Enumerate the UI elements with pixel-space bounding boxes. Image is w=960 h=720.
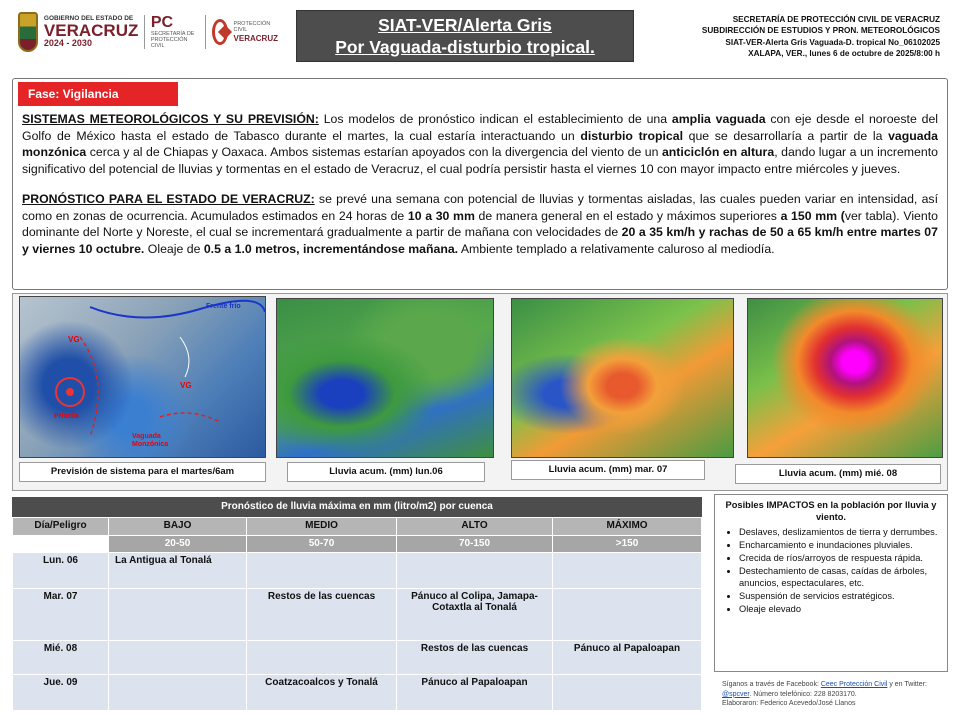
table-cell: [109, 641, 247, 675]
text-bold: 20 a 35 km/h y rachas de 50 a 65 km/h entre martes 07 y viernes 10 octubre.: [22, 225, 938, 256]
table-cell: [109, 589, 247, 641]
map-caption: Previsión de sistema para el martes/6am: [19, 462, 266, 482]
column-header: Día/Peligro: [13, 518, 109, 536]
paragraph-heading: PRONÓSTICO PARA EL ESTADO DE VERACRUZ:: [22, 192, 315, 206]
forecast-paragraph: [22, 191, 938, 257]
column-header: MÁXIMO: [553, 518, 702, 536]
monsoon-trough-label: Vaguada Monzónica: [132, 433, 169, 448]
vg-label: VG: [68, 335, 80, 344]
table-row: [13, 589, 702, 641]
day-cell: Jue. 09: [13, 675, 109, 711]
text-bold: amplia vaguada: [671, 112, 766, 126]
map-caption: Lluvia acum. (mm) mar. 07: [511, 460, 705, 480]
rain-map-tue07-image: [511, 298, 734, 458]
rain-table-title: Pronóstico de lluvia máxima en mm (litro/m2) por cuenca: [12, 497, 702, 517]
range-cell: 70-150: [397, 536, 553, 553]
text-bold: a 150 mm (: [780, 208, 845, 223]
government-logos: [18, 10, 278, 54]
forecast-text: [22, 111, 938, 271]
table-cell: [247, 641, 397, 675]
agency-line: SECRETARÍA DE PROTECCIÓN CIVIL DE VERACRUZ: [732, 15, 940, 24]
impacts-title: Posibles IMPACTOS en la población por lluvia y viento.: [725, 500, 937, 522]
table-cell: Restos de las cuencas: [397, 641, 553, 675]
table-cell: [397, 553, 553, 589]
text-bold: anticiclón en altura: [661, 145, 775, 159]
rain-forecast-table: [12, 517, 702, 711]
text-bold: 10 a 30 mm: [407, 208, 475, 223]
rain-map-wed08-image: [747, 298, 943, 458]
synoptic-map-image: [19, 296, 266, 458]
table-cell: [553, 553, 702, 589]
column-header: MEDIO: [247, 518, 397, 536]
text-run: ver tabla). Viento dominante del Norte y Noreste, el cual se incrementará gradualmente a partir de mañana con velocidades de: [22, 208, 938, 239]
forecast-maps-strip: [12, 293, 948, 491]
impacts-list: [721, 526, 941, 615]
impact-item: • Suspensión de servicios estratégicos.: [739, 590, 941, 602]
facebook-link[interactable]: Ceec Protección Civil: [820, 681, 888, 688]
table-cell: La Antigua al Tonalá: [109, 553, 247, 589]
cold-front-label: Frente frío: [206, 303, 241, 310]
text-run: Los modelos de pronóstico indican el establecimiento de una: [318, 112, 672, 126]
map-caption: Lluvia acum. (mm) mié. 08: [735, 464, 941, 484]
text-run: Oleaje de: [144, 241, 204, 256]
table-cell: Pánuco al Papaloapan: [553, 641, 702, 675]
agency-block: [630, 14, 940, 59]
table-row: [13, 553, 702, 589]
bulletin-number: SIAT-VER-Alerta Gris Vaguada-D. tropical No_06102025: [725, 37, 940, 47]
issue-date: XALAPA, VER., lunes 6 de octubre de 2025/8:00 h: [748, 48, 940, 58]
impact-item: • Crecida de ríos/arroyos de respuesta rápida.: [739, 552, 941, 564]
table-cell: Pánuco al Papaloapan: [397, 675, 553, 711]
text-run: con eje desde el noroeste del Golfo de México hasta el estado de Tabasco durante el martes, la cual estaría interactuando un: [22, 112, 939, 143]
text-run: cerca y al de Chiapas y Oaxaca. Ambos sistemas estarían apoyados con la divergencia del viento de un: [86, 145, 662, 159]
table-cell: Restos de las cuencas: [247, 589, 397, 641]
text-run: , dando lugar a un incremento significativo del potencial de lluvias y tormentas en el estado de Veracruz, el cual podría persistir hasta el viernes 10 con mayor impacto entre miércoles y jueves.: [22, 145, 938, 176]
text-bold: disturbio tropical: [580, 128, 683, 143]
table-cell: [109, 675, 247, 711]
range-cell: >150: [553, 536, 702, 553]
logo-divider-2: [205, 15, 206, 49]
day-cell: Mar. 07: [13, 589, 109, 641]
storm-name-label: Priscila: [54, 413, 79, 420]
footer-text: . Número telefónico: 228 8203170.: [749, 690, 857, 698]
table-row: [13, 675, 702, 711]
table-cell: Pánuco al Colipa, Jamapa-Cotaxtla al Tonalá: [397, 589, 553, 641]
agency-line: SUBDIRECCIÓN DE ESTUDIOS Y PRON. METEOROLÓGICOS: [701, 26, 940, 36]
impact-item: • Encharcamiento e inundaciones pluviales.: [739, 539, 941, 551]
text-run: Ambiente templado a relativamente caluroso al mediodía.: [458, 241, 775, 256]
column-header: BAJO: [109, 518, 247, 536]
day-cell: Mié. 08: [13, 641, 109, 675]
government-logo-text: GOBIERNO DEL ESTADO DE VERACRUZ 2024 - 2030: [43, 14, 139, 49]
systems-paragraph: [22, 111, 938, 177]
text-run: se prevé una semana con potencial de lluvias y tormentas aisladas, las cuales pueden variar en intensidad, así como en zonas de ocurrencia. Acumulados estimados en 24 horas de: [22, 192, 938, 223]
impacts-box: [714, 494, 948, 672]
paragraph-heading: SISTEMAS METEOROLÓGICOS Y SU PREVISIÓN:: [22, 112, 319, 126]
title-line-2: Por Vaguada-disturbio tropical.: [335, 37, 595, 57]
table-row: [13, 641, 702, 675]
range-cell: 50-70: [247, 536, 397, 553]
column-header: ALTO: [397, 518, 553, 536]
veracruz-shield-logo: [18, 12, 38, 52]
table-cell: [553, 675, 702, 711]
footer-text: y en Twitter:: [887, 681, 927, 688]
day-cell: Lun. 06: [13, 553, 109, 589]
twitter-link[interactable]: @spcver: [722, 690, 750, 698]
footer-contact: [722, 680, 948, 709]
text-run: que se desarrollaría a partir de la: [682, 128, 889, 143]
authors: Elaboraron: Federico Acevedo/José Llanos: [722, 700, 856, 708]
title-line-1: SIAT-VER/Alerta Gris: [378, 15, 552, 35]
rain-map-mon06-image: [276, 298, 494, 458]
table-cell: Coatzacoalcos y Tonalá: [247, 675, 397, 711]
logo-divider: [144, 15, 145, 49]
range-row: [13, 536, 702, 553]
map-caption: Lluvia acum. (mm) lun.06: [287, 462, 485, 482]
pcv-logo-text: PROTECCIÓN CIVIL VERACRUZ: [233, 20, 278, 43]
range-cell: [13, 536, 109, 553]
range-cell: 20-50: [109, 536, 247, 553]
text-bold: vaguada monzónica: [22, 128, 938, 159]
impact-item: • Destechamiento de casas, caídas de árboles, anuncios, espectaculares, etc.: [739, 565, 941, 589]
vg-label: VG: [180, 381, 192, 390]
pc-logo: PC SECRETARÍA DE PROTECCIÓN CIVIL: [150, 13, 195, 50]
table-cell: [553, 589, 702, 641]
impact-item: • Oleaje elevado: [739, 603, 941, 615]
table-cell: [247, 553, 397, 589]
bulletin-title: [296, 10, 634, 62]
text-bold: 0.5 a 1.0 metros, incrementándose mañana.: [203, 241, 459, 256]
text-run: de manera general en el estado y máximos superiores: [474, 208, 781, 223]
proteccion-civil-emblem-icon: [212, 19, 228, 45]
footer-text: Síganos a través de Facebook:: [722, 681, 821, 688]
phase-badge: Fase: Vigilancia: [18, 82, 178, 106]
impact-item: • Deslaves, deslizamientos de tierra y derrumbes.: [739, 526, 941, 538]
table-header-row: [13, 518, 702, 536]
